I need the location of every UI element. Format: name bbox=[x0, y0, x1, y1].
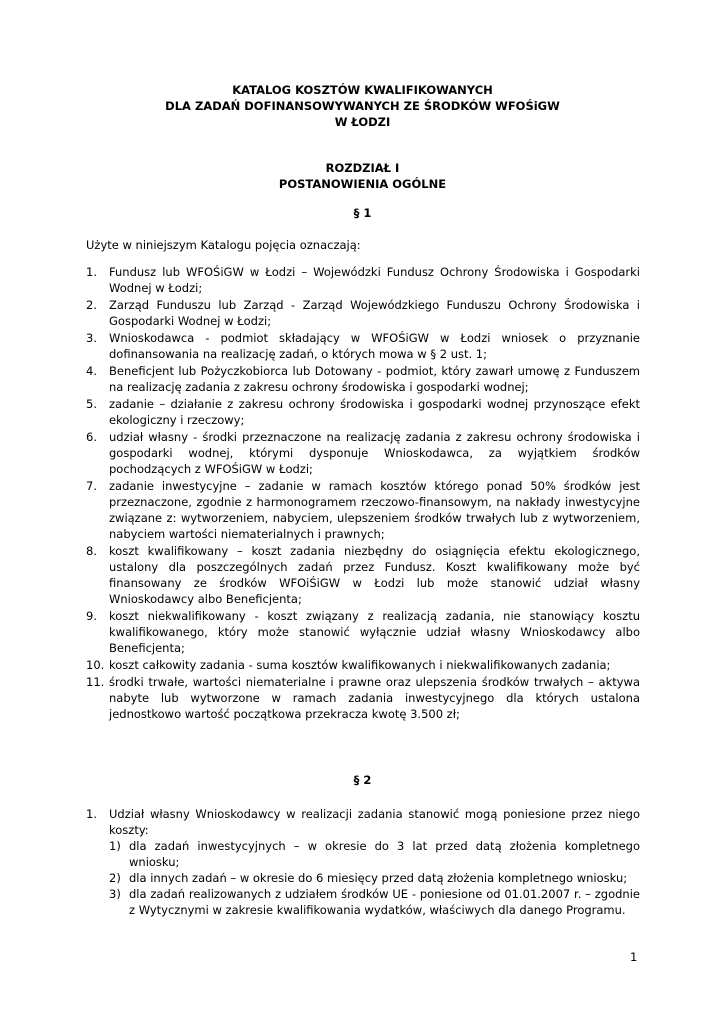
list-item-text: zadanie – działanie z zakresu ochrony środowiska i gospodarki wodnej przynoszące efekt ekologiczny i rzeczowy; bbox=[109, 397, 640, 427]
list-item bbox=[86, 608, 640, 656]
list-item bbox=[86, 543, 640, 607]
list-item-text: koszt kwalifikowany – koszt zadania niezbędny do osiągnięcia efektu ekologicznego, ustalony dla poszczególnych zadań przez Fundusz. Koszt kwalifikowany może być finansowany ze środków WFOiŚiGW w Łodzi lub może stanowić udział własny Wnioskodawcy albo Beneficjenta; bbox=[109, 544, 640, 606]
list-item-number: 2. bbox=[86, 298, 97, 312]
chapter-number: ROZDZIAŁ I bbox=[325, 161, 400, 175]
sub-list-item bbox=[109, 838, 640, 870]
list-item-number: 4. bbox=[86, 364, 97, 378]
list-item bbox=[86, 429, 640, 477]
list-item-number: 8. bbox=[86, 544, 97, 558]
section-1-intro: Użyte w niniejszym Katalogu pojęcia oznaczają: bbox=[86, 238, 361, 252]
list-item-number: 11. bbox=[86, 675, 105, 689]
list-item-text: Beneficjent lub Pożyczkobiorca lub Dotowany - podmiot, który zawarł umowę z Funduszem na realizację zadania z zakresu ochrony środowiska i gospodarki wodnej; bbox=[109, 364, 640, 394]
list-item bbox=[86, 330, 640, 362]
sub-list-item bbox=[109, 886, 640, 918]
list-item bbox=[86, 806, 640, 918]
list-item bbox=[86, 264, 640, 296]
list-item-text: koszt całkowity zadania - suma kosztów kwalifikowanych i niekwalifikowanych zadania; bbox=[109, 658, 611, 672]
sub-list-item-number: 2) bbox=[109, 871, 121, 885]
list-item-number: 6. bbox=[86, 430, 97, 444]
chapter-title: POSTANOWIENIA OGÓLNE bbox=[278, 177, 447, 191]
list-item-text: środki trwałe, wartości niematerialne i prawne oraz ulepszenia środków trwałych – aktywa nabyte lub wytworzone w ramach zadania inwestycyjnego dla których ustalona jednostkowo wartość początkowa przekracza kwotę 3.500 zł; bbox=[109, 675, 640, 721]
section-2-heading bbox=[0, 772, 725, 788]
list-item-number: 10. bbox=[86, 658, 105, 672]
section-2-heading-text: § 2 bbox=[353, 773, 372, 787]
list-item bbox=[86, 478, 640, 542]
sub-list-item-text: dla zadań realizowanych z udziałem środków UE - poniesione od 01.01.2007 r. – zgodnie z Wytycznymi w zakresie kwalifikowania wydatków, właściwych dla danego Programu. bbox=[129, 887, 640, 917]
list-item bbox=[86, 674, 640, 722]
list-item-number: 7. bbox=[86, 479, 97, 493]
title-line-1: KATALOG KOSZTÓW KWALIFIKOWANYCH bbox=[232, 83, 493, 97]
list-item bbox=[86, 657, 640, 673]
list-item bbox=[86, 363, 640, 395]
list-item-number: 3. bbox=[86, 331, 97, 345]
list-item-text: koszt niekwalifikowany - koszt związany z realizacją zadania, nie stanowiący kosztu kwalifikowanego, który może stanowić wyłącznie udział własny Wnioskodawcy albo Beneficjenta; bbox=[109, 609, 640, 655]
list-item-number: 5. bbox=[86, 397, 97, 411]
list-item-text: Zarząd Funduszu lub Zarząd - Zarząd Wojewódzkiego Funduszu Ochrony Środowiska i Gospodarki Wodnej w Łodzi; bbox=[109, 298, 640, 328]
sub-list-item-number: 1) bbox=[109, 839, 121, 853]
page-number: 1 bbox=[630, 950, 638, 964]
list-item-number: 1. bbox=[86, 265, 97, 279]
sub-list-item-text: dla zadań inwestycyjnych – w okresie do 3 lat przed datą złożenia kompletnego wniosku; bbox=[129, 839, 640, 869]
section-1-heading bbox=[0, 205, 725, 221]
list-item bbox=[86, 396, 640, 428]
definitions-list bbox=[86, 264, 640, 723]
sub-list bbox=[109, 838, 640, 918]
document-title bbox=[0, 82, 725, 130]
list-item-text: Fundusz lub WFOŚiGW w Łodzi – Wojewódzki Fundusz Ochrony Środowiska i Gospodarki Wodnej w Łodzi; bbox=[109, 265, 640, 295]
title-line-3: W ŁODZI bbox=[334, 115, 391, 129]
list-item-text: udział własny - środki przeznaczone na realizację zadania z zakresu ochrony środowiska i gospodarki wodnej, którymi dysponuje Wnioskodawca, za wyjątkiem środków pochodzących z WFOŚiGW w Łodzi; bbox=[109, 430, 640, 476]
section-1-heading-text: § 1 bbox=[353, 206, 372, 220]
list-item-text: Udział własny Wnioskodawcy w realizacji zadania stanowić mogą poniesione przez niego koszty: bbox=[109, 807, 640, 837]
list-item-text: zadanie inwestycyjne – zadanie w ramach kosztów którego ponad 50% środków jest przeznaczone, zgodnie z harmonogramem rzeczowo-finansowym, na nakłady inwestycyjne związane z: wytworzeniem, nabyciem, ulepszeniem środków trwałych lub z wytworzeniem, nabyciem wartości niematerialnych i prawnych; bbox=[109, 479, 640, 541]
list-item-text: Wnioskodawca - podmiot składający w WFOŚiGW w Łodzi wniosek o przyznanie dofinansowania na realizację zadań, o których mowa w § 2 ust. 1; bbox=[109, 331, 640, 361]
sub-list-item-text: dla innych zadań – w okresie do 6 miesięcy przed datą złożenia kompletnego wniosku; bbox=[129, 871, 628, 885]
sub-list-item-number: 3) bbox=[109, 887, 121, 901]
section-2-list bbox=[86, 806, 640, 919]
list-item-number: 9. bbox=[86, 609, 97, 623]
sub-list-item bbox=[109, 870, 640, 886]
list-item bbox=[86, 297, 640, 329]
title-line-2: DLA ZADAŃ DOFINANSOWYWANYCH ZE ŚRODKÓW WFOŚiGW bbox=[165, 99, 560, 113]
list-item-number: 1. bbox=[86, 807, 97, 821]
chapter-heading bbox=[0, 160, 725, 192]
